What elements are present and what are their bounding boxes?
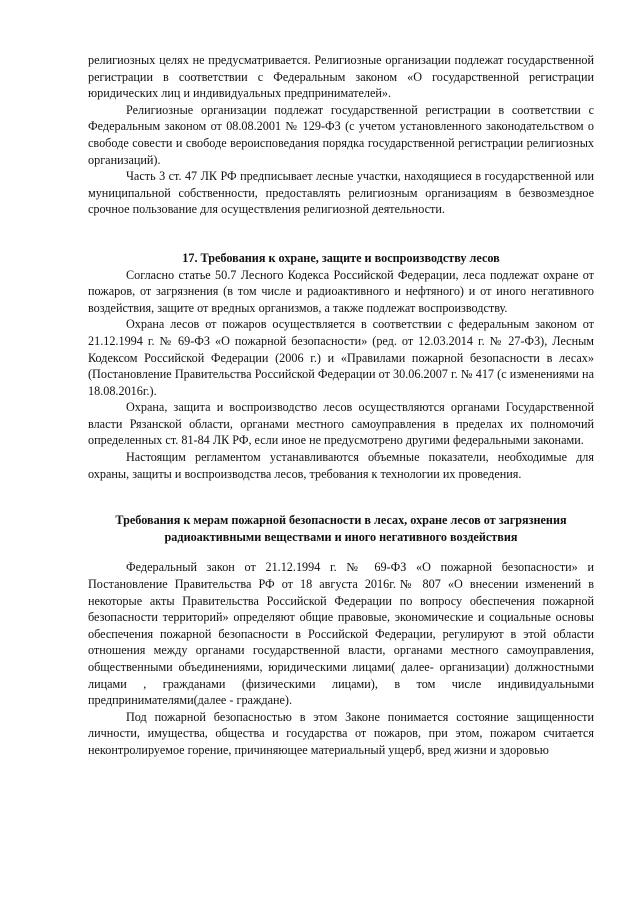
spacer (88, 545, 594, 559)
spacer (88, 218, 594, 250)
fire-safety-heading: Требования к мерам пожарной безопасности в лесах, охране лесов от загрязнения радиоактивными веществами и иного негативного воздействия (115, 513, 567, 544)
spacer (88, 482, 594, 512)
paragraph-regulation: Настоящим регламентом устанавливаются объемные показатели, необходимые для охраны, защиты и воспроизводства лесов, требования к технологии их проведения. (88, 450, 594, 481)
page-content (88, 52, 594, 759)
paragraph-forest-plots: Часть 3 ст. 47 ЛК РФ предписывает лесные участки, находящиеся в государственной или муниципальной собственности, предоставлять религиозным организациям в безвозмездное срочное пользование для осуществления религиозной деятельности. (88, 169, 594, 217)
section-17-heading: 17. Требования к охране, защите и воспроизводству лесов (182, 250, 500, 265)
paragraph-federal-law: Федеральный закон от 21.12.1994 г. № 69-ФЗ «О пожарной безопасности» и Постановление Правительства РФ от 18 августа 2016г.№ 807 «О внесении изменений в некоторые акты Правительства Российской Федерации по вопросу обеспечения пожарной безопасности территорий» определяют общие правовые, экономические и социальные основы обеспечения пожарной безопасности в Российской Федерации, регулируют в этой области отношения между органами государственной власти, органами местного самоуправления, общественными объединениями, юридическими лицами( далее- организации) должностными лицами , гражданами (физическими лицами), в том числе индивидуальными предпринимателями(далее - граждане). (88, 560, 594, 708)
paragraph-religious-registration: Религиозные организации подлежат государственной регистрации в соответствии с Федеральным законом от 08.08.2001 № 129-ФЗ (с учетом установленного законодательством о свободе совести и свободе вероисповедания порядка государственной регистрации религиозных организаций). (88, 102, 594, 167)
paragraph-forest-protection: Согласно статье 50.7 Лесного Кодекса Российской Федерации, леса подлежат охране от пожаров, от загрязнения (в том числе и радиоактивного и нефтяного) и от иного негативного воздействия, защите от вредных организмов, а также подлежат воспроизводству. (88, 267, 594, 315)
paragraph-religious-continuation: религиозных целях не предусматривается. Религиозные организации подлежат государственной регистрации в соответствии с Федеральным законом «О государственной регистрации юридических лиц и индивидуальных предпринимателей». (88, 53, 594, 101)
paragraph-fire-protection: Охрана лесов от пожаров осуществляется в соответствии с федеральным законом от 21.12.1994 г. № 69-ФЗ «О пожарной безопасности» (ред. от 12.03.2014 г. № 27-ФЗ), Лесным Кодексом Российской Федерации (2006 г.) и «Правилами пожарной безопасности в лесах» (Постановление Правительства Российской Федерации от 30.06.2007 г. № 417 (с изменениями на 18.08.2016г.). (88, 317, 594, 398)
paragraph-authorities: Охрана, защита и воспроизводство лесов осуществляются органами Государственной власти Рязанской области, органами местного самоуправления в пределах их полномочий определенных ст. 81-84 ЛК РФ, если иное не предусмотрено другими федеральными законами. (88, 400, 594, 448)
paragraph-fire-definition: Под пожарной безопасностью в этом Законе понимается состояние защищенности личности, имущества, общества и государства от пожаров, при этом, пожаром считается неконтролируемое горение, причиняющее материальный ущерб, вред жизни и здоровью (88, 709, 594, 757)
